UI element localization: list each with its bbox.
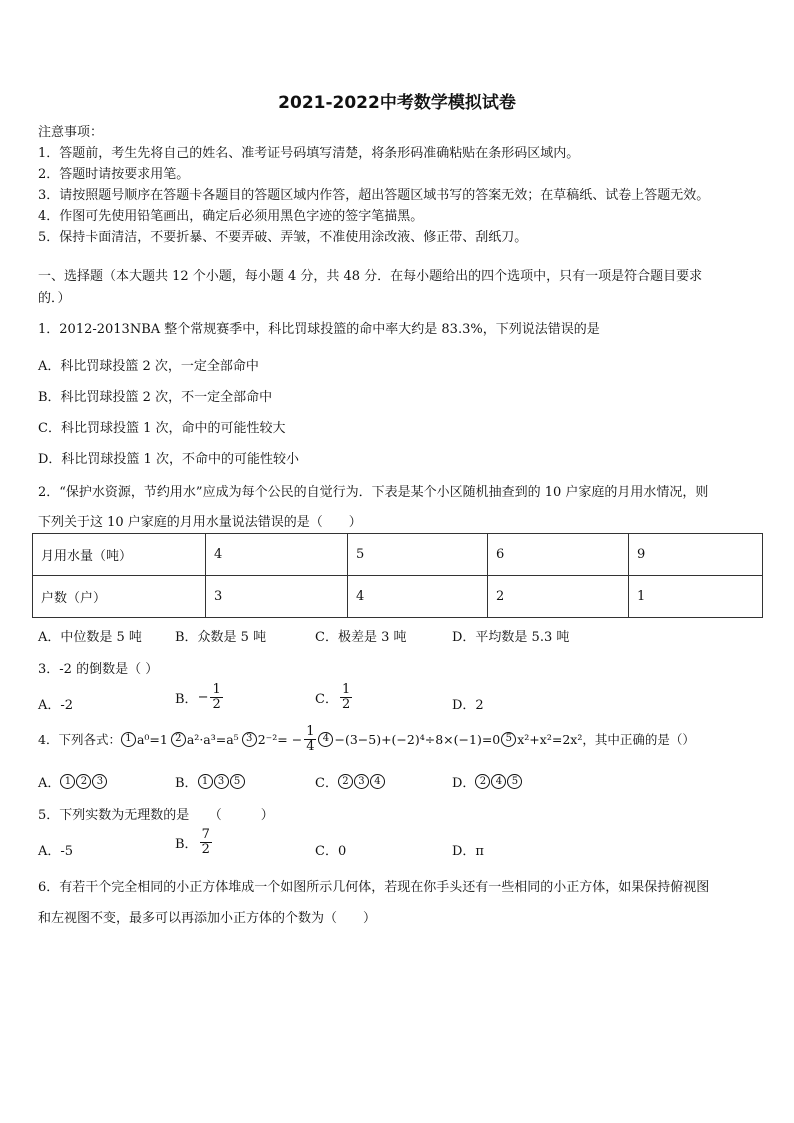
option-label: B．	[175, 836, 198, 852]
water-usage-table	[32, 533, 763, 618]
fraction-numerator: 1	[212, 682, 221, 697]
q4-stem	[38, 725, 695, 753]
section-heading-line1: 一、选择题（本大题共 12 个小题，每小题 4 分，共 48 分．在每小题给出的四个选项中，只有一项是符合题目要求	[38, 269, 703, 284]
fraction	[340, 683, 352, 711]
table-cell: 4	[206, 534, 348, 576]
circled-number: 1	[60, 774, 75, 789]
fraction-denominator: 2	[201, 841, 210, 857]
fraction-numerator: 1	[306, 724, 315, 739]
circled-number: 1	[121, 732, 136, 747]
circled-number: 5	[507, 774, 522, 789]
q3-option-d: D．2	[452, 698, 484, 713]
table-cell: 9	[629, 534, 763, 576]
notice-item-3: 3．请按照题号顺序在答题卡各题目的答题区域内作答，超出答题区域书写的答案无效；在草稿纸、试卷上答题无效。	[38, 188, 710, 203]
q2-option-c: C．极差是 3 吨	[315, 630, 407, 645]
fraction-denominator: 2	[212, 696, 221, 712]
option-label: B．	[175, 776, 198, 791]
circled-number: 1	[198, 774, 213, 789]
circled-number: 2	[76, 774, 91, 789]
q6-stem-line2: 和左视图不变，最多可以再添加小正方体的个数为（ ）	[38, 911, 377, 926]
q4-expr-5: x²+x²=2x²	[517, 731, 583, 747]
circled-number: 3	[92, 774, 107, 789]
circled-number: 2	[171, 732, 186, 747]
circled-number: 5	[230, 774, 245, 789]
q4-option-d	[452, 772, 523, 791]
notice-item-5: 5．保持卡面清洁，不要折暴、不要弄破、弄皱，不准使用涂改液、修正带、刮纸刀。	[38, 230, 528, 245]
option-label: C．	[315, 691, 338, 707]
q5-option-a: A．-5	[38, 844, 74, 859]
notice-item-1: 1．答题前，考生先将自己的姓名、准考证号码填写清楚，将条形码准确粘贴在条形码区域内。	[38, 146, 580, 161]
q4-option-b	[175, 772, 246, 791]
q4-expr-3: 2⁻²= −	[257, 731, 303, 747]
table-cell: 1	[629, 576, 763, 618]
q2-stem-line1: 2．“保护水资源，节约用水”应成为每个公民的自觉行为．下表是某个小区随机抽查到的 10 户家庭的月用水情况，则	[38, 485, 709, 500]
q5-stem: 5．下列实数为无理数的是 （ ）	[38, 808, 274, 823]
q3-option-a: A．-2	[38, 698, 74, 713]
q5-option-b	[175, 828, 214, 856]
option-label: B．	[175, 691, 198, 707]
section-heading-line2: 的．）	[38, 291, 71, 306]
table-cell: 4	[348, 576, 488, 618]
q3-option-c	[315, 683, 354, 711]
fraction	[200, 828, 212, 856]
q1-stem: 1．2012-2013NBA 整个常规赛季中，科比罚球投篮的命中率大约是 83.3%，下列说法错误的是	[38, 322, 600, 337]
q1-option-d: D．科比罚球投篮 1 次，不命中的可能性较小	[38, 452, 299, 467]
q5-option-c: C．0	[315, 844, 347, 859]
q4-option-c	[315, 772, 386, 791]
q4-expr-4: −(3−5)+(−2)⁴÷8×(−1)=0	[334, 731, 501, 747]
table-cell: 月用水量（吨）	[33, 534, 206, 576]
q5-option-d: D．π	[452, 844, 484, 859]
q4-expr-2: a²·a³=a⁵	[186, 731, 239, 747]
minus-sign: −	[197, 689, 209, 705]
table-cell: 6	[488, 534, 629, 576]
table-cell: 3	[206, 576, 348, 618]
q2-option-d: D．平均数是 5.3 吨	[452, 630, 570, 645]
circled-number: 3	[214, 774, 229, 789]
circled-number: 4	[318, 732, 333, 747]
circled-number: 2	[338, 774, 353, 789]
fraction	[210, 683, 222, 711]
table-row	[33, 534, 763, 576]
q3-stem: 3．-2 的倒数是（ ）	[38, 662, 159, 677]
circled-number: 4	[370, 774, 385, 789]
table-cell: 2	[488, 576, 629, 618]
fraction	[304, 725, 316, 753]
table-row	[33, 576, 763, 618]
fraction-numerator: 1	[341, 682, 351, 697]
q1-option-a: A．科比罚球投篮 2 次，一定全部命中	[38, 359, 259, 374]
q4-suffix: ，其中正确的是（）	[582, 732, 695, 748]
q2-option-a: A．中位数是 5 吨	[38, 630, 142, 645]
circled-number: 5	[501, 732, 516, 747]
circled-number: 4	[491, 774, 506, 789]
q3-option-b	[175, 683, 225, 711]
q1-option-c: C．科比罚球投篮 1 次，命中的可能性较大	[38, 421, 286, 436]
q2-option-b: B．众数是 5 吨	[175, 630, 267, 645]
q6-stem-line1: 6．有若干个完全相同的小正方体堆成一个如图所示几何体，若现在你手头还有一些相同的小正方体，如果保持俯视图	[38, 880, 710, 895]
option-label: D．	[452, 776, 476, 791]
q1-option-b: B．科比罚球投篮 2 次，不一定全部命中	[38, 390, 273, 405]
fraction-denominator: 2	[341, 696, 351, 712]
q4-expr-1: a⁰=1	[136, 731, 168, 747]
fraction-denominator: 4	[306, 738, 315, 754]
notice-item-2: 2．答题时请按要求用笔。	[38, 167, 190, 182]
q4-prefix: 4．下列各式：	[38, 732, 121, 748]
notice-heading: 注意事项：	[38, 125, 104, 140]
table-cell: 户数（户）	[33, 576, 206, 618]
page-title: 2021-2022中考数学模拟试卷	[278, 93, 516, 113]
q4-option-a	[38, 772, 108, 791]
circled-number: 2	[475, 774, 490, 789]
table-cell: 5	[348, 534, 488, 576]
circled-number: 3	[242, 732, 257, 747]
option-label: A．	[38, 776, 61, 791]
q2-stem-line2: 下列关于这 10 户家庭的月用水量说法错误的是（ ）	[38, 515, 362, 530]
fraction-numerator: 7	[201, 827, 210, 842]
circled-number: 3	[354, 774, 369, 789]
notice-item-4: 4．作图可先使用铅笔画出，确定后必须用黑色字迹的签字笔描黑。	[38, 209, 424, 224]
option-label: C．	[315, 776, 338, 791]
